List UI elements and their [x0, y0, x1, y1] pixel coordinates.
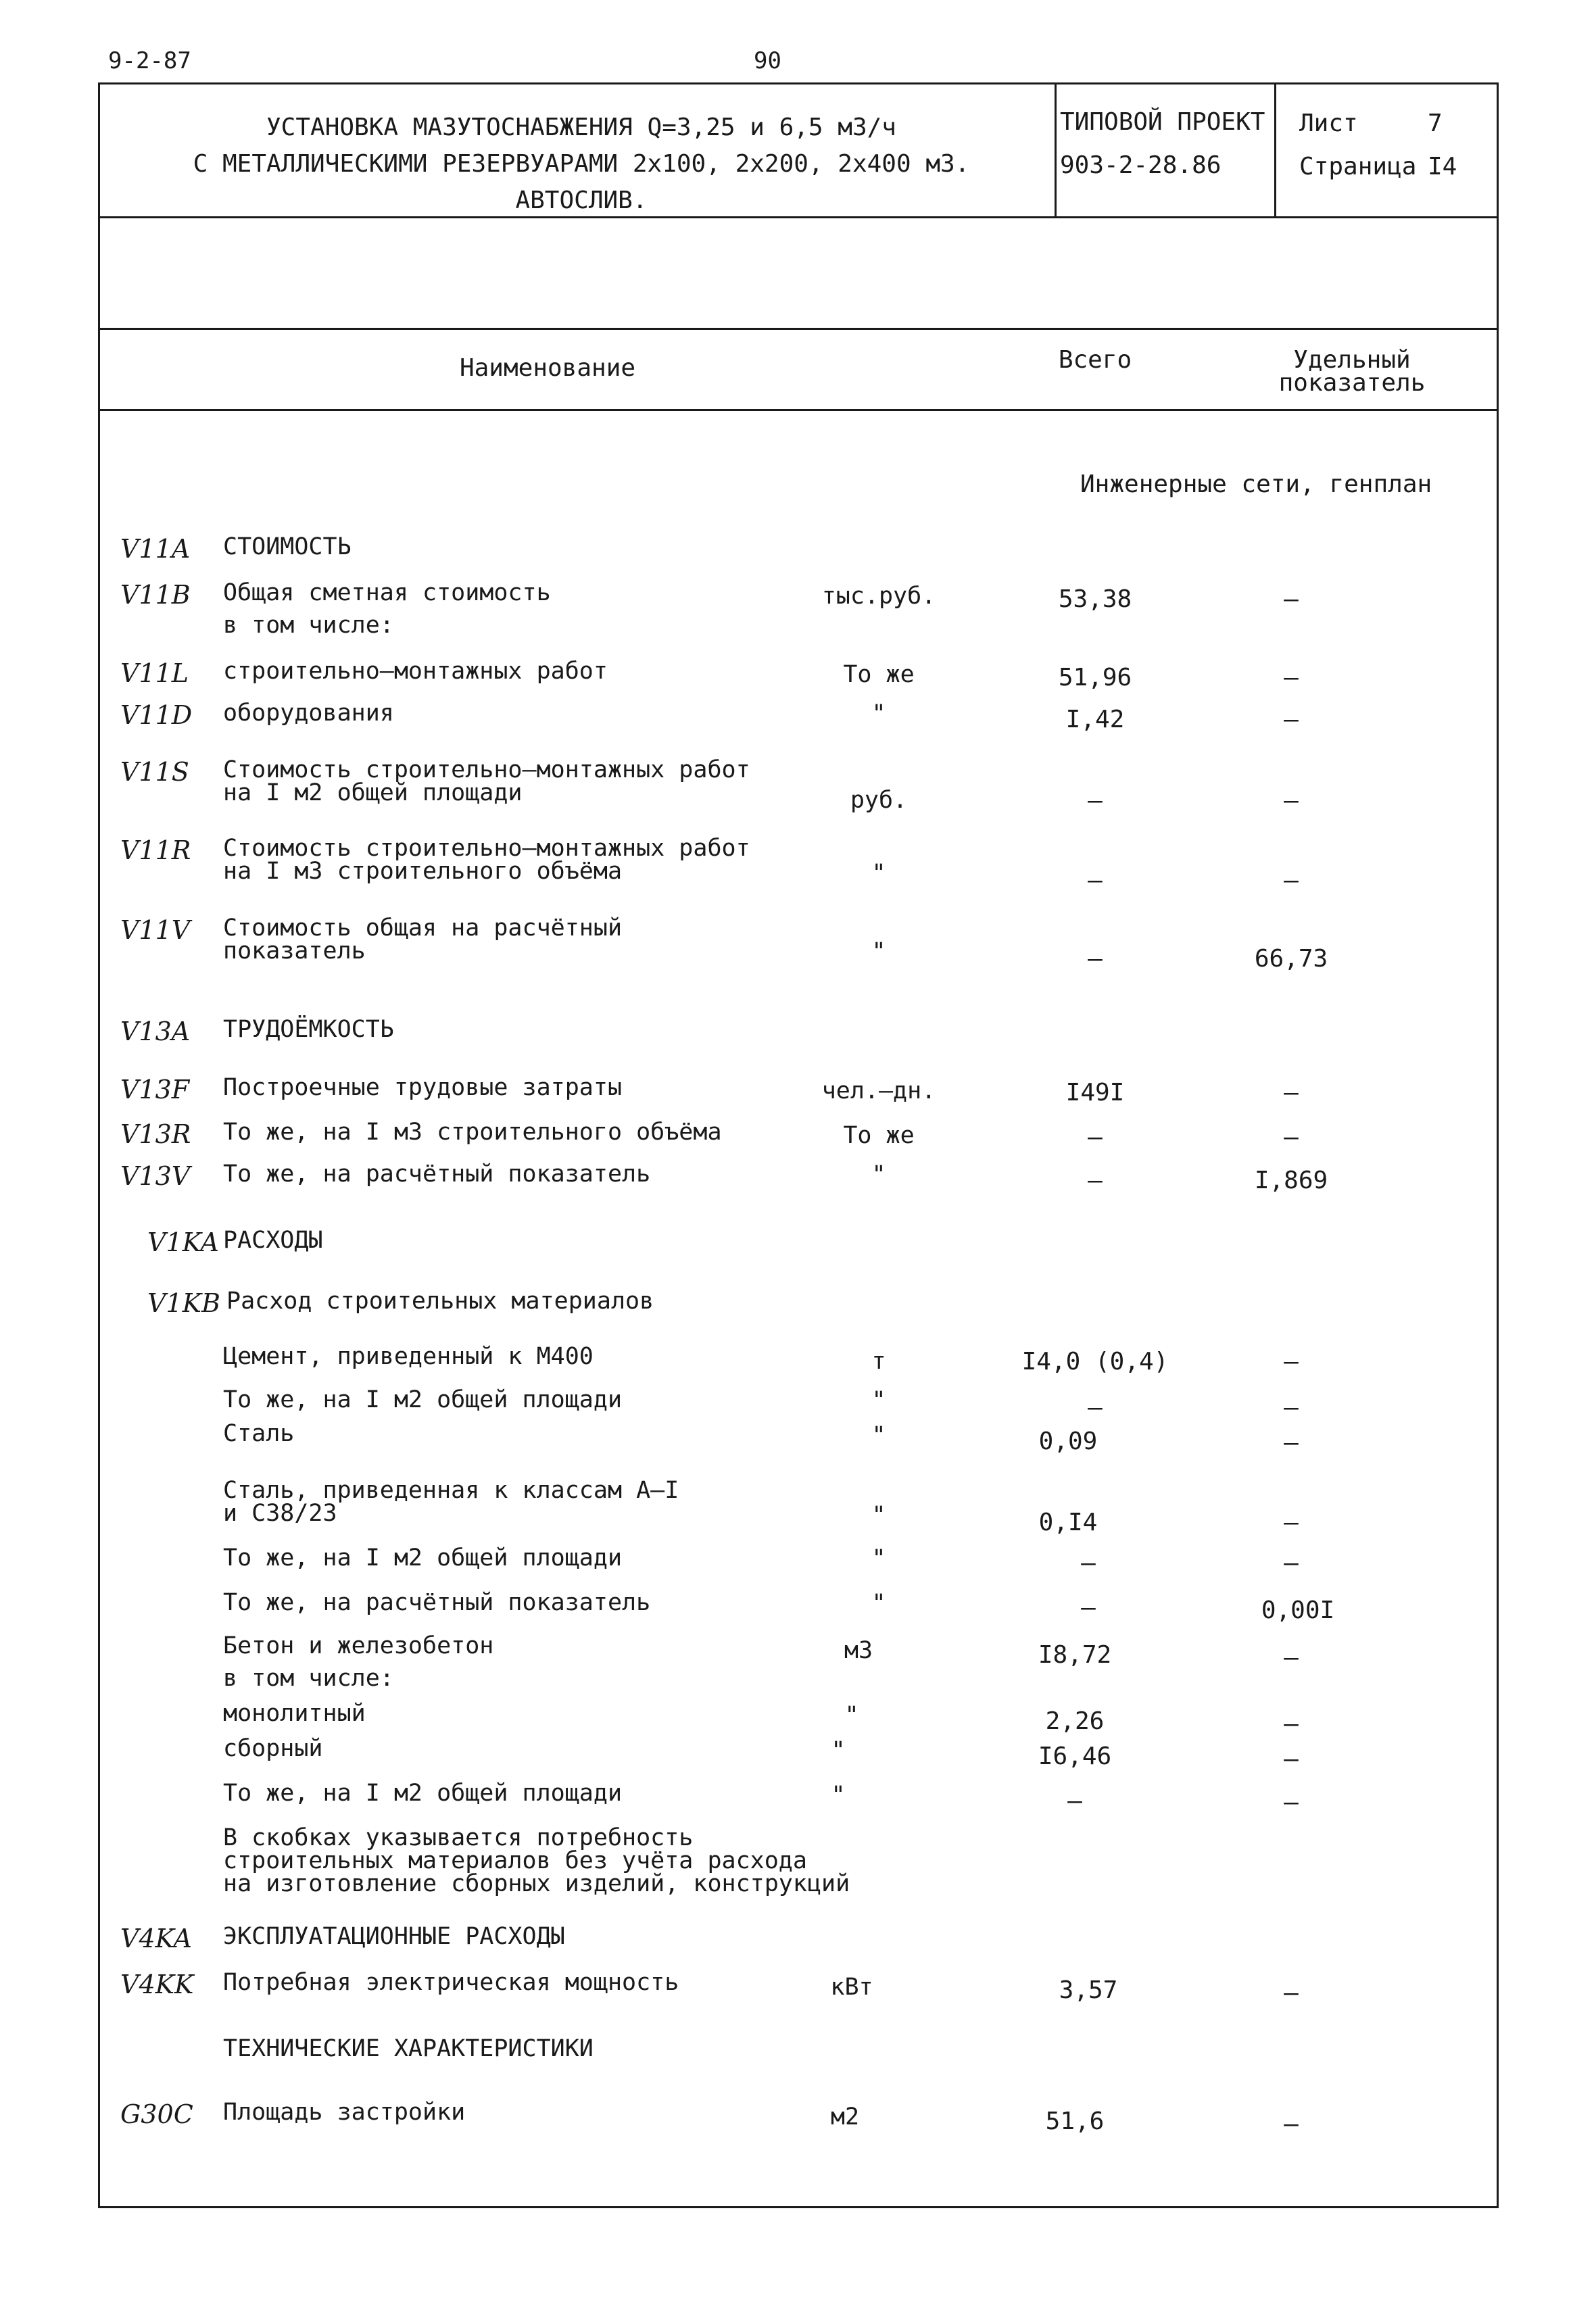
row-name: Построечные трудовые затраты — [223, 1074, 623, 1101]
row-specific: – — [1284, 867, 1299, 894]
row-total: I,42 — [1065, 706, 1125, 733]
footnote-line-3: на изготовление сборных изделий, конструкций — [223, 1870, 850, 1897]
row-specific: – — [1284, 1644, 1299, 1672]
row-name-continuation: и С38/23 — [223, 1500, 337, 1527]
row-unit: " — [844, 1702, 859, 1729]
title-line-2: С МЕТАЛЛИЧЕСКИМИ РЕЗЕРВУАРАМИ 2х100, 2х200, 2х400 м3. — [193, 150, 970, 178]
row-code: V1KA — [147, 1227, 219, 1257]
row-specific: – — [1284, 1348, 1299, 1375]
title-line-3: АВТОСЛИВ. — [515, 187, 648, 214]
row-name: Расход строительных материалов — [226, 1288, 654, 1315]
row-unit: " — [871, 1545, 886, 1572]
row-unit: " — [831, 1782, 846, 1809]
row-total: I49I — [1065, 1079, 1125, 1106]
title-vertical-divider-1 — [1055, 82, 1057, 218]
row-specific: I,869 — [1254, 1167, 1328, 1194]
row-unit: м2 — [830, 2103, 860, 2130]
row-name-continuation: на I м3 строительного объёма — [223, 858, 623, 885]
row-total: I8,72 — [1038, 1641, 1112, 1669]
column-header-specific-line1: Удельный — [1293, 346, 1411, 374]
row-unit: тыс.руб. — [821, 583, 936, 610]
row-unit: м3 — [844, 1637, 873, 1664]
row-name: монолитный — [223, 1700, 366, 1727]
row-total: 53,38 — [1058, 585, 1132, 613]
column-header-name: Наименование — [459, 354, 636, 382]
row-specific: – — [1284, 787, 1299, 814]
row-specific: – — [1284, 1710, 1299, 1738]
row-total: 51,6 — [1045, 2107, 1105, 2135]
row-name: Общая сметная стоимость — [223, 579, 551, 606]
sheet-value: 7 — [1428, 109, 1443, 137]
row-unit: То же — [843, 661, 915, 688]
row-total: – — [1088, 867, 1103, 894]
row-unit: кВт — [830, 1974, 873, 2001]
row-total: 51,96 — [1058, 664, 1132, 691]
row-name: Сталь — [223, 1420, 295, 1447]
row-code: V13R — [120, 1119, 191, 1149]
column-header-total: Всего — [1058, 346, 1132, 374]
row-specific: – — [1284, 1788, 1299, 1816]
row-name: строительно–монтажных работ — [223, 658, 608, 685]
row-code: V11B — [120, 580, 191, 610]
row-specific: 66,73 — [1254, 945, 1328, 973]
row-total: – — [1088, 1394, 1103, 1421]
page-label: Страница — [1299, 153, 1417, 180]
row-name: Стоимость общая на расчётный — [223, 915, 623, 942]
row-code: V13F — [120, 1075, 190, 1104]
footnote-line-1: В скобках указывается потребность — [223, 1824, 694, 1851]
row-name: Сталь, приведенная к классам А–I — [223, 1477, 679, 1504]
row-name: Цемент, приведенный к М400 — [223, 1343, 594, 1370]
row-total: 3,57 — [1059, 1976, 1118, 2004]
row-unit: " — [871, 700, 886, 727]
row-name: ТЕХНИЧЕСКИЕ ХАРАКТЕРИСТИКИ — [223, 2035, 594, 2062]
row-code: V11S — [120, 757, 189, 787]
row-specific: – — [1284, 1979, 1299, 2007]
title-line-1: УСТАНОВКА МАЗУТОСНАБЖЕНИЯ Q=3,25 и 6,5 м3/ч — [266, 114, 896, 141]
title-divider — [98, 216, 1499, 218]
row-unit: " — [871, 1422, 886, 1449]
row-code: V11R — [120, 835, 191, 865]
row-total: – — [1088, 1167, 1103, 1194]
page-number: 90 — [754, 47, 781, 74]
row-name: ТРУДОЁМКОСТЬ — [223, 1016, 394, 1043]
row-code: V11L — [120, 658, 189, 688]
row-total: I6,46 — [1038, 1743, 1112, 1770]
row-name: То же, на расчётный показатель — [223, 1589, 651, 1616]
row-specific: – — [1284, 706, 1299, 733]
document-number: 9-2-87 — [108, 47, 191, 74]
row-total: – — [1088, 787, 1103, 814]
row-unit: т — [871, 1348, 886, 1375]
row-name: СТОИМОСТЬ — [223, 533, 352, 560]
row-code: V13A — [120, 1017, 191, 1046]
footnote-line-2: строительных материалов без учёта расхода — [223, 1847, 807, 1874]
row-name: То же, на I м2 общей площади — [223, 1780, 623, 1807]
row-name-continuation: на I м2 общей площади — [223, 779, 523, 806]
row-code: G30C — [120, 2099, 193, 2129]
row-name-continuation: в том числе: — [223, 612, 394, 639]
row-unit: " — [831, 1737, 846, 1764]
header-bottom-divider — [98, 409, 1499, 411]
row-unit: " — [871, 1387, 886, 1414]
row-name: ЭКСПЛУАТАЦИОННЫЕ РАСХОДЫ — [223, 1923, 565, 1950]
row-specific: – — [1284, 1509, 1299, 1536]
row-specific: – — [1284, 1123, 1299, 1151]
row-specific: – — [1284, 664, 1299, 691]
row-total: – — [1088, 1123, 1103, 1151]
row-specific: 0,00I — [1261, 1597, 1335, 1624]
row-code: V11A — [120, 534, 191, 564]
row-code: V13V — [120, 1161, 191, 1191]
title-vertical-divider-2 — [1274, 82, 1276, 218]
column-header-specific-line2: показатель — [1278, 369, 1426, 397]
row-specific: – — [1284, 1429, 1299, 1457]
row-code: V11V — [120, 915, 191, 945]
section-caption: Инженерные сети, генплан — [1080, 470, 1432, 498]
row-code: V11D — [120, 700, 193, 730]
project-label: ТИПОВОЙ ПРОЕКТ — [1060, 108, 1265, 136]
row-name: Стоимость строительно–монтажных работ — [223, 756, 750, 783]
row-name: Бетон и железобетон — [223, 1632, 494, 1659]
row-name: оборудования — [223, 700, 394, 727]
row-specific: – — [1284, 1745, 1299, 1773]
row-total: – — [1081, 1549, 1096, 1577]
row-unit: " — [871, 860, 886, 887]
row-specific: – — [1284, 585, 1299, 613]
row-specific: – — [1284, 1079, 1299, 1106]
row-name: сборный — [223, 1735, 323, 1762]
sheet-label: Лист — [1299, 109, 1358, 137]
row-name: То же, на I м2 общей площади — [223, 1386, 623, 1413]
row-name-continuation: в том числе: — [223, 1665, 394, 1692]
row-name: То же, на I м3 строительного объёма — [223, 1119, 722, 1146]
row-code: V4KA — [120, 1924, 192, 1953]
row-total: 2,26 — [1045, 1707, 1105, 1735]
row-specific: – — [1284, 1549, 1299, 1577]
row-name: Потребная электрическая мощность — [223, 1969, 679, 1996]
row-total: I4,0 (0,4) — [1021, 1348, 1169, 1375]
row-code: V1KB — [147, 1288, 220, 1318]
row-unit: " — [871, 1161, 886, 1188]
row-unit: " — [871, 1502, 886, 1529]
project-number: 903-2-28.86 — [1060, 151, 1222, 179]
row-unit: " — [871, 1590, 886, 1617]
row-name: Площадь застройки — [223, 2099, 466, 2126]
row-unit: чел.–дн. — [821, 1077, 936, 1104]
page-value: I4 — [1428, 153, 1457, 180]
row-total: – — [1067, 1787, 1082, 1815]
row-unit: руб. — [850, 787, 908, 814]
row-name-continuation: показатель — [223, 937, 366, 965]
row-name: РАСХОДЫ — [223, 1227, 323, 1254]
row-total: – — [1088, 945, 1103, 973]
header-top-divider — [98, 328, 1499, 330]
row-specific: – — [1284, 2110, 1299, 2138]
row-name: То же, на расчётный показатель — [223, 1161, 651, 1188]
row-unit: " — [871, 938, 886, 965]
row-code: V4KK — [120, 1970, 194, 1999]
row-specific: – — [1284, 1394, 1299, 1421]
row-name: То же, на I м2 общей площади — [223, 1544, 623, 1571]
row-total: – — [1081, 1594, 1096, 1622]
row-total: 0,09 — [1038, 1428, 1098, 1455]
row-name: Стоимость строительно–монтажных работ — [223, 835, 750, 862]
row-total: 0,I4 — [1038, 1509, 1098, 1536]
row-unit: То же — [843, 1122, 915, 1149]
